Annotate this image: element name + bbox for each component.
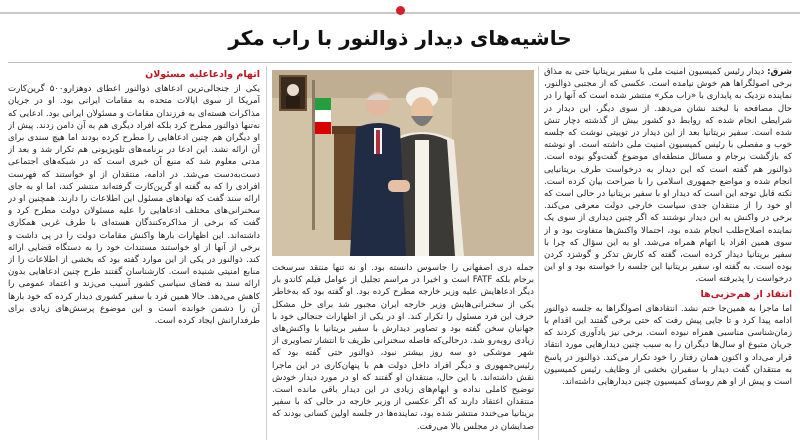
column-divider: [538, 66, 539, 440]
right-column-tail: اما ماجرا به همین‌جا ختم نشد. انتقادهای اصولگراها به جلسه ذوالنور ادامه پیدا کرد و تا جایی پیش رفت که حتی برخی گفتند این اقدام با زمان‌شناسی مناسبی همراه نبوده است. برخی نیز یادآوری کردند که جریان متبوع او سال‌ها دیگران را به سبب چنین دیدارهایی مورد انتقاد قرار می‌داد و اکنون همان رفتار را خود تکرار می‌کند. ذوالنور در پاسخ به منتقدان گفت دیدار با سفیران بخشی از وظایف رئیس کمیسیون است و پیش از او هم روسای کمیسیون چنین دیدارهایی داشته‌اند.: [544, 303, 792, 388]
left-column-subhead: اتهام وادعاعلیه مسئولان: [145, 69, 260, 80]
headline: حاشیه‌های دیدار ذوالنور با راب مکر: [228, 26, 572, 50]
photo-illustration: [272, 70, 534, 256]
middle-column-text: جمله دری اصفهانی را جاسوس دانسته بود. او نه تنها منتقد سرسخت برجام بلکه FATF است و اخیرا در مراسم تجلیل از عوامل فیلم کاندو بار دیگر ادعاهایش علیه وزیر خارجه مطرح کرده بود. او گفته بود که به‌خاطر یکی از سخنرانی‌هایش وزیر خارجه ایران مجبور شد برای حل مشکل حرف این فرد مسئول را تکرار کند. او در یکی از اظهارات جنجالی خود با جهانیان سخن گفته بود و تصاویر دیدارش با سفیر بریتانیا با واکنش‌های زیادی روبه‌رو شد. درحالی‌که فاصله سخنرانی ظریف تا انتشار تصاویری از شهر موشکی دو سه روز بیشتر نبود، ذوالنور حتی گفته بود که رئیس‌جمهوری و دیگر افراد داخل دولت هم با پنهان‌کاری در این ماجرا نقش داشته‌اند. با این حال، منتقدان او گفتند که او در مورد دیدار خودش توضیح کاملی نداده و ابهام‌های زیادی در این دیدار باقی مانده است. منتقدان اعتقاد دارند که اگر عکسی از وزیر خارجه در حالی که با سفیر بریتانیا می‌خندد منتشر شده بود، نماینده‌ها در جلسه اولین کسانی بودند که صدایشان در مجلس بالا می‌رفت.: [272, 263, 534, 432]
headline-rule: [8, 62, 792, 63]
left-column: [8, 66, 260, 442]
lead-keyword: شرق:: [767, 67, 792, 77]
right-column: [544, 66, 792, 442]
section-marker-dot: [396, 6, 405, 15]
news-photo: [272, 70, 534, 256]
lead-text: دیدار رئیس کمیسیون امنیت ملی با سفیر بریتانیا حتی به مذاق برخی اصولگراها هم خوش نیامده است. عکسی که از مجتبی ذوالنور، نماینده نزدیک به پایداری با «راب مکر» منتشر شده است که آنها را در حال مصافحه با لبخند نشان می‌دهد. از سوی دیگر، این دیدار در شرایطی انجام شده که روابط دو کشور بیش از گذشته دچار تنش شده است. سفیر بریتانیا بعد از این دیدار در توییتی نوشت که جلسه خوب و مفصلی با رئیس کمیسیون امنیت ملی داشته است. او نوشته که بازگشت برجام و مسائل منطقه‌ای موضوع گفت‌وگو بوده است. ذوالنور هم گفته است که این دیدار به درخواست طرف بریتانیایی انجام شده و مواضع جمهوری اسلامی را با صراحت بیان کرده است. نکته قابل توجه این است که دیدار او با سفیر بریتانیا در حالی است که او خود را از منتقدان جدی سیاست خارجی دولت معرفی می‌کند. برخی در واکنش به این دیدار نوشتند که اگر چنین دیداری از سوی یک نماینده اصلاح‌طلب انجام شده بود، احتمالا واکنش‌ها متفاوت بود و از سوی همین افراد با اتهام همراه می‌شد. او به این سؤال که چرا با سفیر بریتانیا دیدار کرده است، گفته که کارش تذکر و گوشزد کردن بوده است. به گفته او، سفیر بریتانیا این جلسه را خواسته بود و او این درخواست را پذیرفته است.: [544, 67, 792, 285]
middle-column: [272, 262, 534, 442]
right-column-subhead: انتقاد از هم‌حزبی‌ها: [700, 288, 792, 300]
right-column-lead: [544, 66, 792, 286]
column-divider: [266, 66, 267, 440]
left-column-text: یکی از جنجالی‌ترین ادعاهای ذوالنور اعطای دوهزارو۵۰۰ گرین‌کارت آمریکا از سوی ایالات متحده به مقامات ایرانی بود. او در جریان مذاکرات هسته‌ای به فرزندان مقامات و مسئولان ایرانی بود. ادعایی که نه‌تنها ذوالنور مطرح کرد بلکه افراد دیگری هم به آن دامن زدند. پیش از او دیگران هم چنین ادعاهایی را مطرح کرده بودند اما هیچ سندی برای آن ارائه نشد. این ادعا در برنامه‌های تلویزیونی هم تکرار شد و بعد از مدتی معلوم شد که منبع آن خبری است که در شبکه‌های اجتماعی دست‌به‌دست می‌شد. در ادامه، منتقدان از او خواستند که فهرست افرادی را که به گفته او گرین‌کارت گرفته‌اند منتشر کند، اما او به جای ارائه سند گفت که نهادهای مسئول این اطلاعات را دارند. همچنین او در سخنرانی‌های مختلف ادعاهایی را علیه مسئولان دولت مطرح کرد و گفت که برخی از مذاکره‌کنندگان هسته‌ای با طرف غربی همکاری داشته‌اند. این اظهارات بارها واکنش مقامات دولت را در پی داشت و برخی از آنها از او خواستند مستندات خود را به دستگاه قضایی ارائه کند. ذوالنور در یکی از این موارد گفته بود که بخشی از اطلاعات را از منابع امنیتی شنیده است. کارشناسان گفتند طرح چنین ادعاهایی بدون ارائه سند به فضای سیاسی کشور آسیب می‌زند و اعتماد عمومی را کاهش می‌دهد. حالا همین فرد با سفیر کشوری دیدار کرده که خود بارها آن را دشمن خوانده است و این موضوع پرسش‌های زیادی برای طرفدارانش ایجاد کرده است.: [8, 84, 260, 327]
